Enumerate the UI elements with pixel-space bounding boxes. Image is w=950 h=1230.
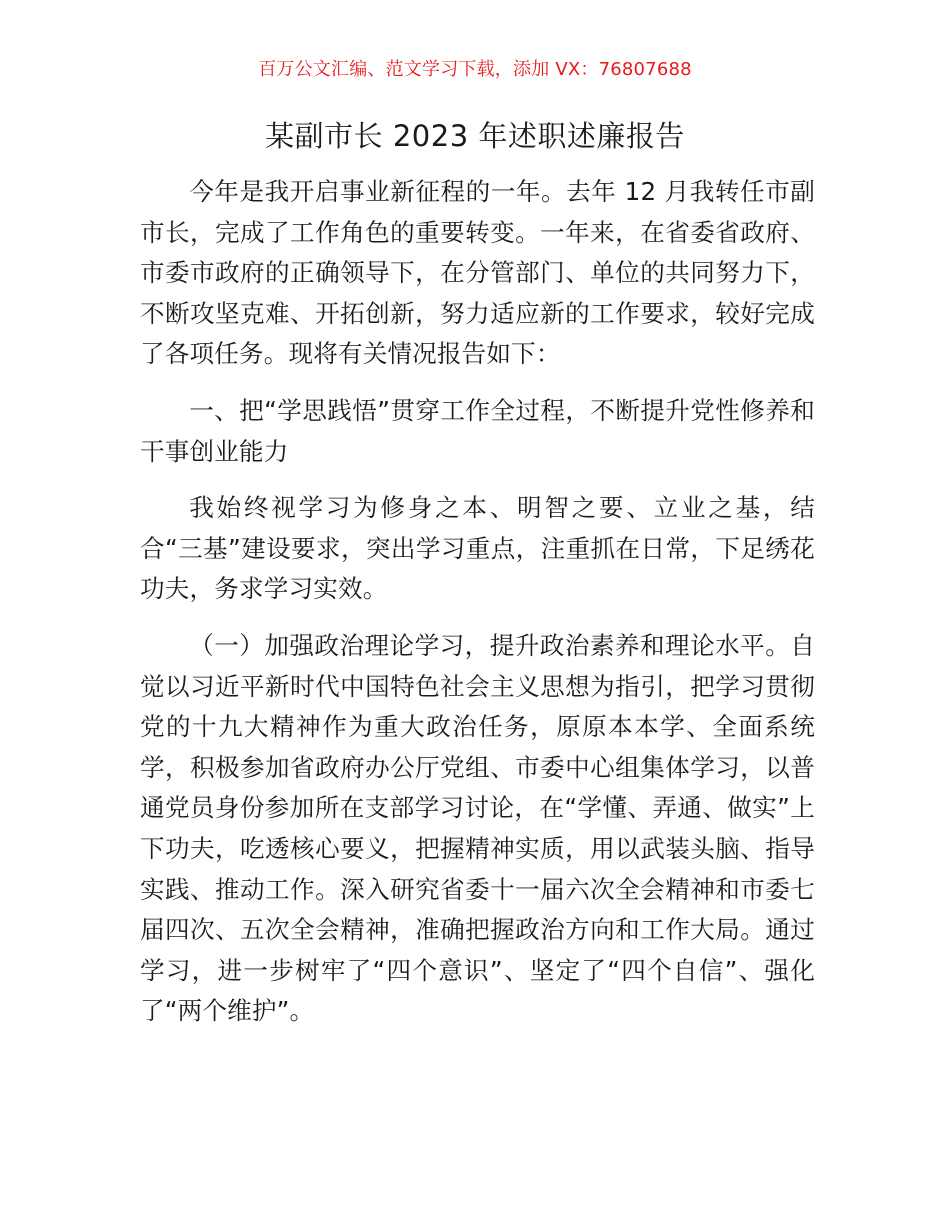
document-body: [140, 172, 815, 1048]
paragraph-subsection-1: （一）加强政治理论学习，提升政治素养和理论水平。自觉以习近平新时代中国特色社会主义思想为指引，把学习贯彻党的十九大精神作为重大政治任务，原原本本学、全面系统学，积极参加省政府办公厅党组、市委中心组集体学习，以普通党员身份参加所在支部学习讨论，在“学懂、弄通、做实”上下功夫，吃透核心要义，把握精神实质，用以武装头脑、指导实践、推动工作。深入研究省委十一届六次全会精神和市委七届四次、五次全会精神，准确把握政治方向和工作大局。通过学习，进一步树牢了“四个意识”、坚定了“四个自信”、强化了“两个维护”。: [140, 630, 815, 1026]
paragraph-intro: 今年是我开启事业新征程的一年。去年 12 月我转任市副市长，完成了工作角色的重要转变。一年来，在省委省政府、市委市政府的正确领导下，在分管部门、单位的共同努力下，不断攻坚克难、开拓创新，努力适应新的工作要求，较好完成了各项任务。现将有关情况报告如下：: [140, 177, 815, 369]
header-watermark-note: 百万公文汇编、范文学习下载，添加 VX：76807688: [258, 59, 692, 80]
page-title: 某副市长 2023 年述职述廉报告: [265, 119, 685, 153]
section-heading-1: 一、把“学思践悟”贯穿工作全过程，不断提升党性修养和干事创业能力: [140, 395, 815, 466]
paragraph-section-1-intro: 我始终视学习为修身之本、明智之要、立业之基，结合“三基”建设要求，突出学习重点，注重抓在日常，下足绣花功夫，务求学习实效。: [140, 493, 815, 604]
